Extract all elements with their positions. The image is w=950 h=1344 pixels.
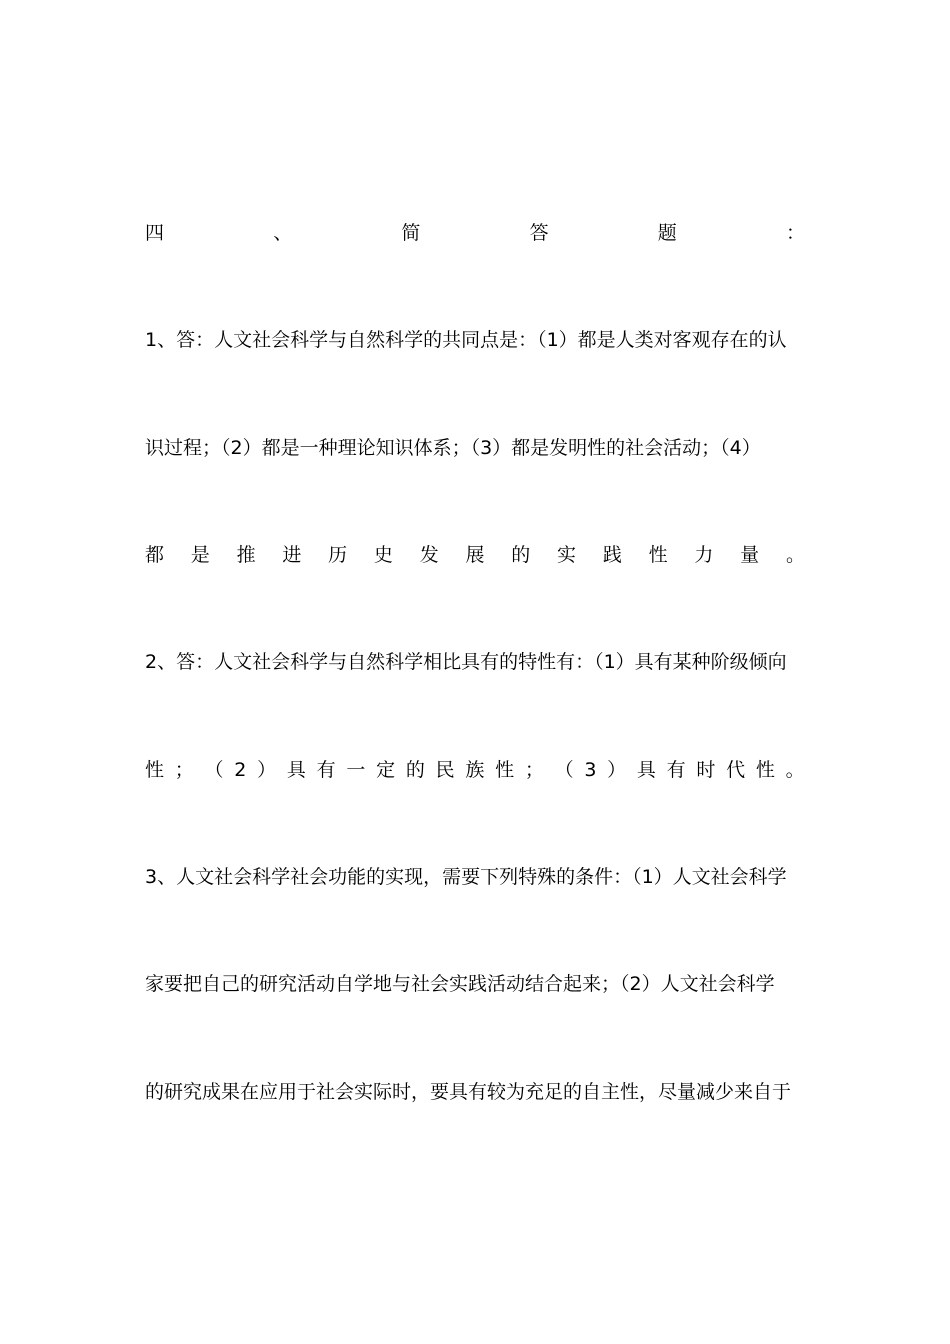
glyph: ； xyxy=(174,759,194,781)
glyph: 有 xyxy=(316,759,336,781)
glyph: 具 xyxy=(286,759,306,781)
glyph: 力 xyxy=(694,544,714,566)
paragraph-line-2: 识过程；（2）都是一种理论知识体系；（3）都是发明性的社会活动；（4） xyxy=(145,437,761,459)
glyph: 一 xyxy=(346,759,366,781)
glyph: 性 xyxy=(145,759,165,781)
glyph: 史 xyxy=(373,544,393,566)
section-heading xyxy=(145,221,805,245)
glyph: 性 xyxy=(648,544,668,566)
glyph: 答 xyxy=(529,222,549,244)
glyph: 量 xyxy=(740,544,760,566)
glyph: （ xyxy=(204,759,224,781)
glyph: 定 xyxy=(376,759,396,781)
paragraph-line-1: 1、答：人文社会科学与自然科学的共同点是：（1）都是人类对客观存在的认 xyxy=(145,329,787,351)
glyph: 都 xyxy=(145,544,165,566)
glyph: 展 xyxy=(465,544,485,566)
glyph: 简 xyxy=(401,222,421,244)
glyph: 、 xyxy=(273,222,293,244)
paragraph-line-5 xyxy=(145,758,805,782)
paragraph-line-3 xyxy=(145,543,805,567)
glyph: 发 xyxy=(419,544,439,566)
glyph: 。 xyxy=(785,759,805,781)
glyph: ） xyxy=(607,759,627,781)
glyph: 的 xyxy=(405,759,425,781)
glyph: 有 xyxy=(666,759,686,781)
glyph: 代 xyxy=(726,759,746,781)
glyph: （ xyxy=(554,759,574,781)
paragraph-line-8: 的研究成果在应用于社会实际时，要具有较为充足的自主性，尽量减少来自于 xyxy=(145,1081,792,1103)
glyph: 时 xyxy=(696,759,716,781)
glyph: ； xyxy=(524,759,544,781)
glyph: 具 xyxy=(636,759,656,781)
glyph: 3 xyxy=(584,759,597,781)
glyph: 性 xyxy=(755,759,775,781)
glyph: 。 xyxy=(785,544,805,566)
paragraph-line-7: 家要把自己的研究活动自学地与社会实践活动结合起来；（2）人文社会科学 xyxy=(145,973,775,995)
glyph: 推 xyxy=(236,544,256,566)
glyph: 践 xyxy=(602,544,622,566)
glyph: ： xyxy=(785,222,805,244)
glyph: 的 xyxy=(511,544,531,566)
glyph: 进 xyxy=(282,544,302,566)
glyph: 性 xyxy=(495,759,515,781)
paragraph-line-6: 3、人文社会科学社会功能的实现，需要下列特殊的条件：（1）人文社会科学 xyxy=(145,866,787,888)
glyph: 题 xyxy=(657,222,677,244)
glyph: ） xyxy=(257,759,277,781)
glyph: 民 xyxy=(435,759,455,781)
glyph: 四 xyxy=(145,222,165,244)
glyph: 历 xyxy=(328,544,348,566)
glyph: 是 xyxy=(190,544,210,566)
glyph: 2 xyxy=(234,759,247,781)
glyph: 实 xyxy=(557,544,577,566)
paragraph-line-4: 2、答：人文社会科学与自然科学相比具有的特性有：（1）具有某种阶级倾向 xyxy=(145,651,787,673)
glyph: 族 xyxy=(465,759,485,781)
